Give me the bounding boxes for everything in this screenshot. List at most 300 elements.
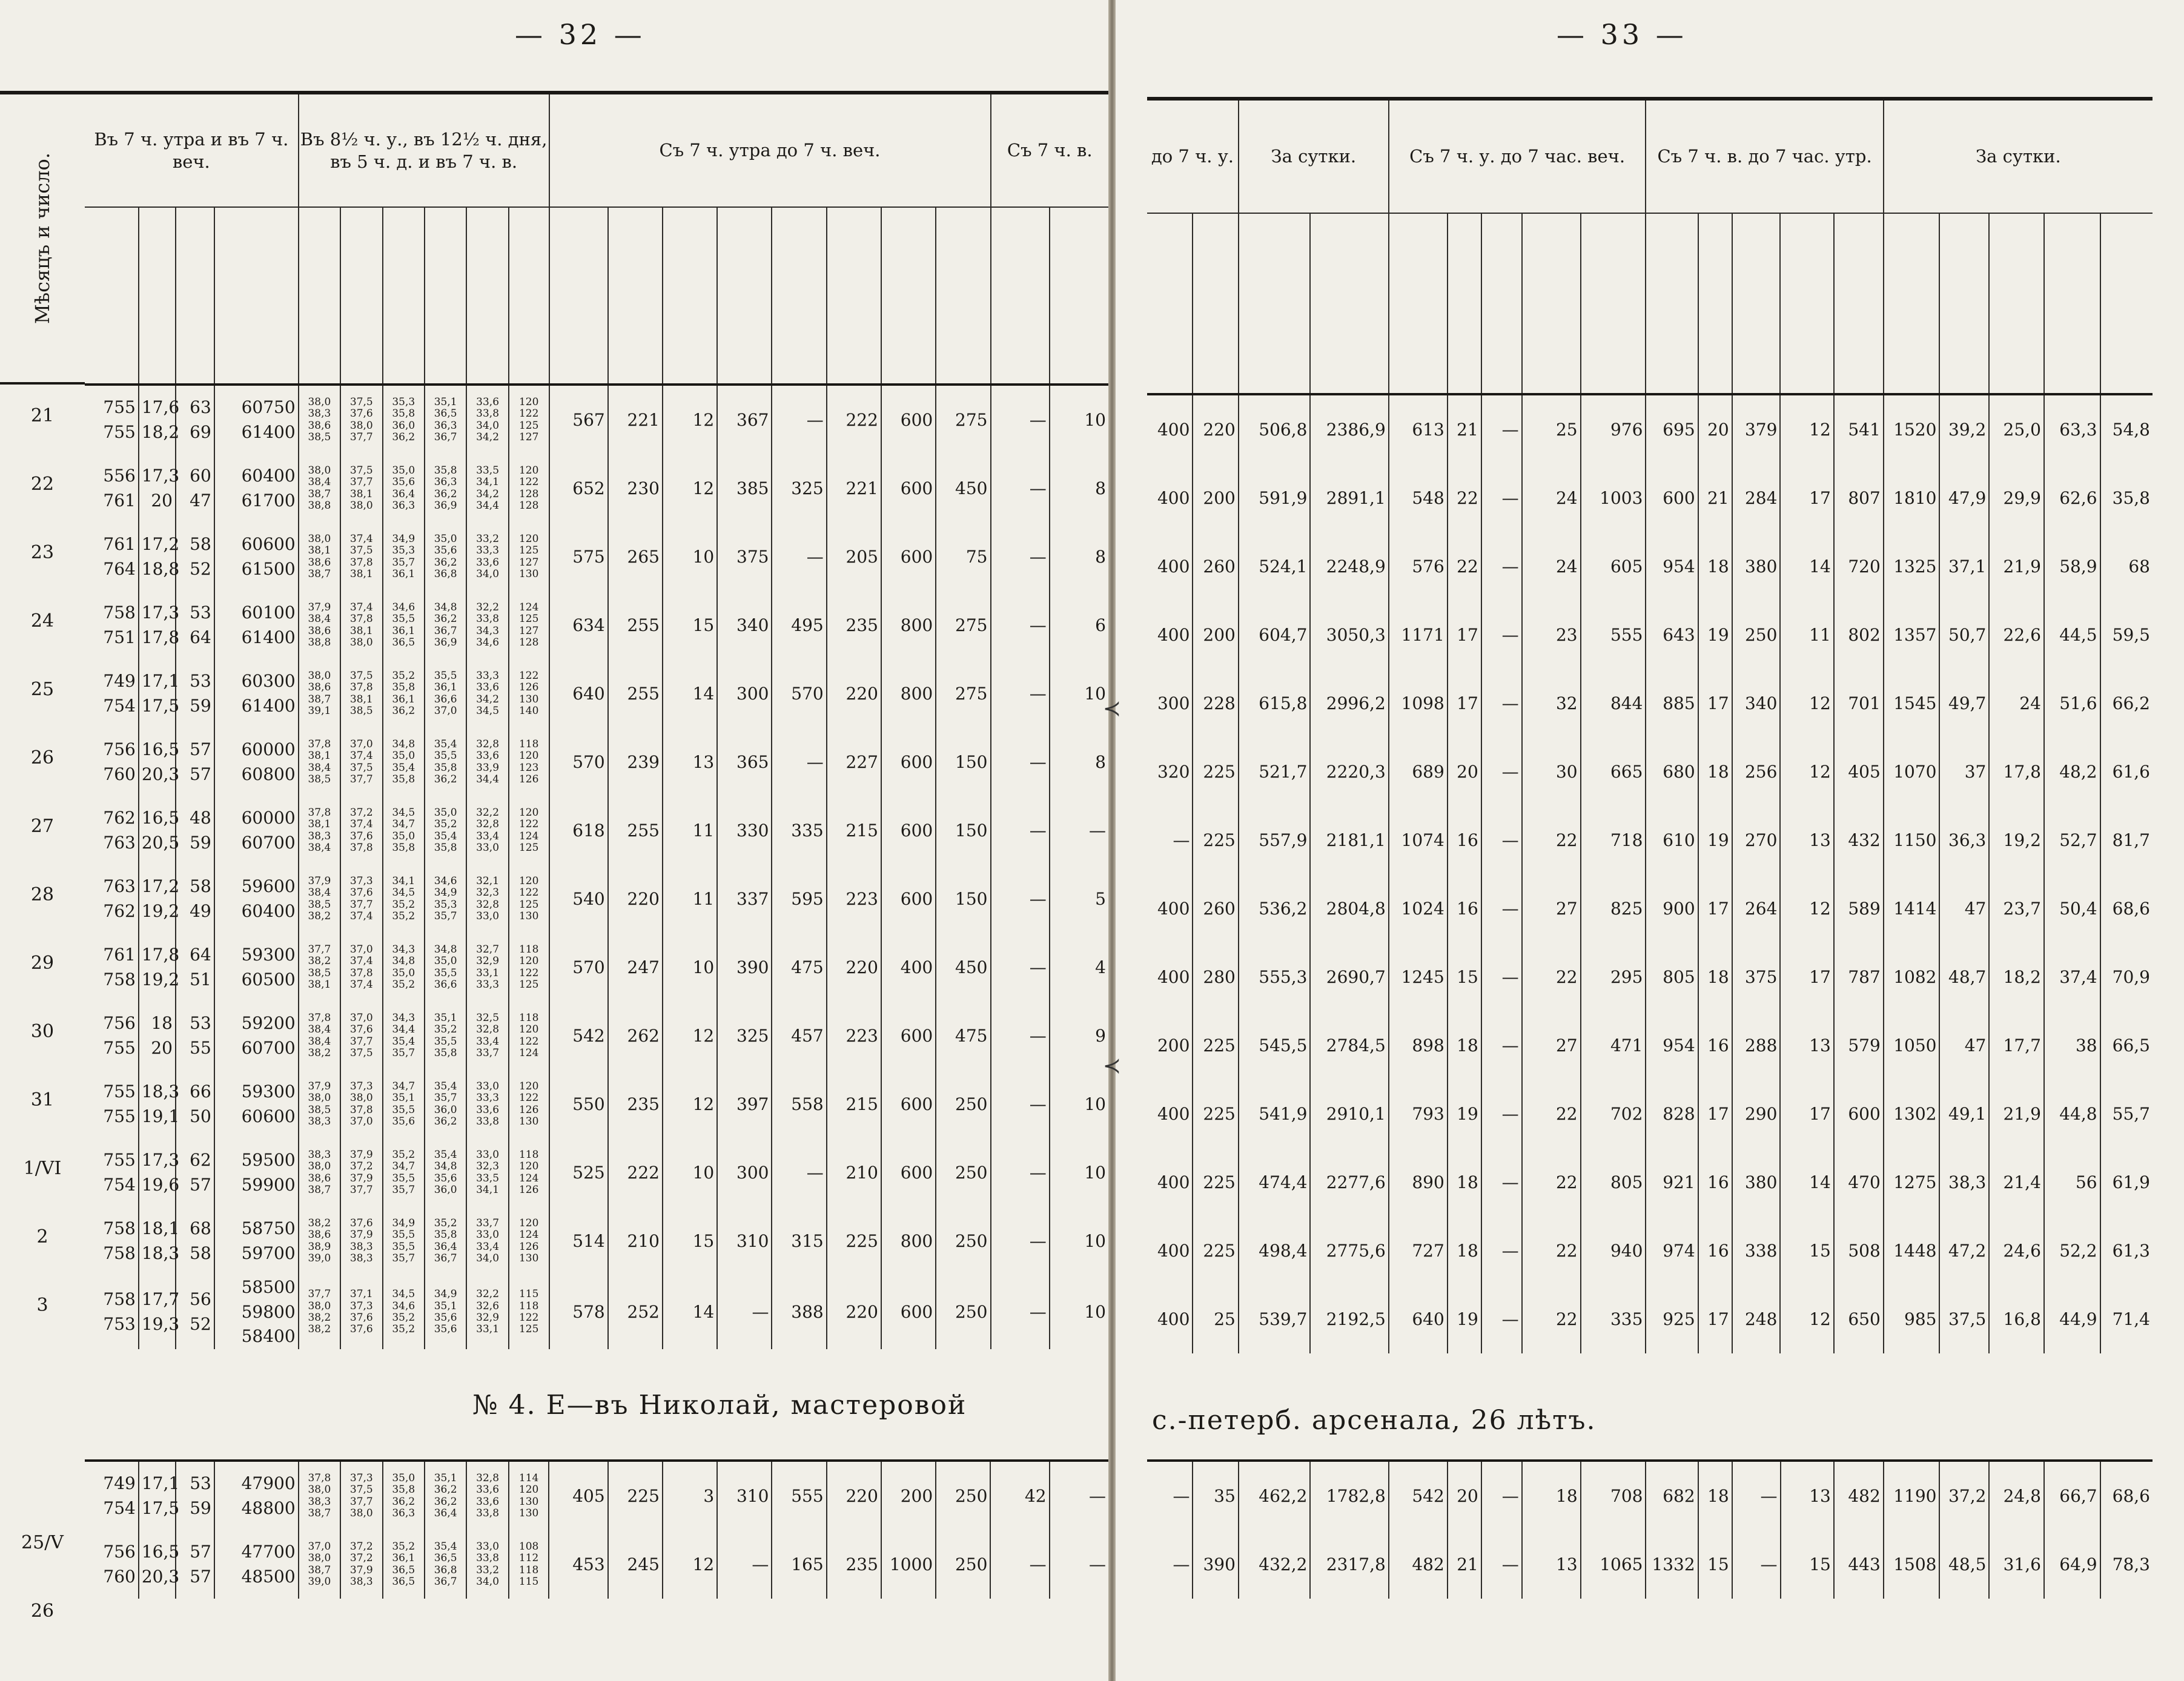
cell: 379 [1732,394,1781,464]
cell-hum: 53 64 [176,591,214,659]
cell-bp: 124 125 127 128 [509,591,549,659]
cell-recto: 37,8 38,1 38,4 38,5 [299,728,340,796]
cell: 615,8 [1239,669,1311,738]
cell: 18 [1448,1148,1481,1217]
column-header [1698,213,1732,394]
table-row [85,796,1108,865]
cell: 66,5 [2100,1011,2153,1080]
cell: 1150 [1884,806,1940,874]
cell-tea: 600 [881,1275,936,1349]
cell: 17 [1698,1080,1732,1148]
cell-bp: 120 122 125 130 [509,865,549,933]
column-header [383,207,425,385]
cell-pect: 34,9 35,5 35,5 35,7 [383,1207,425,1275]
cell: 720 [1834,532,1884,601]
cell: 27 [1522,874,1581,943]
column-header [1050,207,1108,385]
cell-axilla: 37,5 37,6 38,0 37,7 [340,385,382,454]
cell: 35,8 [2100,464,2153,532]
cell-oat: 385 [717,454,772,523]
column-header [1834,213,1884,394]
cell-wt: 59600 60400 [214,865,299,933]
cell: 1003 [1581,464,1646,532]
cell: 2192,5 [1310,1285,1388,1353]
cell-bread2: — [991,1275,1050,1349]
cell-sugar: 3 [663,1461,717,1530]
cell: 64,9 [2044,1530,2100,1599]
cell: 1508 [1884,1530,1940,1599]
cell: 400 [1157,1104,1190,1124]
column-header [176,207,214,385]
cell-bar: 756 755 [103,1012,136,1058]
cell-axilla: 37,5 37,8 38,1 38,5 [340,659,382,728]
cell: 25 [1522,394,1581,464]
table-row [1147,943,2153,1011]
cell-bp: 118 120 122 125 [509,933,549,1002]
cell: 49,1 [1939,1080,1989,1148]
column-header [1481,213,1522,394]
column-header [1389,213,1448,394]
cell-bar: 758 758 [103,1218,136,1263]
cell: 1545 [1884,669,1940,738]
cell-sugar: 12 [663,1070,717,1138]
cell-sugar2: — [1050,1530,1108,1599]
table-row [85,659,1108,728]
table-row [85,591,1108,659]
cell-abd: 35,1 36,2 36,2 36,4 [425,1461,466,1530]
cell: 270 [1732,806,1781,874]
cell-fem: 33,5 34,1 34,2 34,4 [466,454,508,523]
cell: 12 [1780,394,1833,464]
cell-sugar: 10 [663,523,717,591]
cell: 605 [1581,532,1646,601]
cell-soup: 558 [772,1070,826,1138]
cell: 400 [1157,1172,1190,1192]
right-page [1116,0,2184,1681]
cell-recto: 37,8 38,4 38,4 38,2 [299,1002,340,1070]
cell-water: 150 [936,796,990,865]
cell: 16 [1448,874,1481,943]
cell-sugar: 12 [663,1530,717,1599]
cell-meat: 255 [608,591,663,659]
cell-bread2: — [991,385,1050,454]
cell: 482 [1389,1530,1448,1599]
cell-milk: 221 [827,454,881,523]
cell: — [1481,1217,1522,1285]
cell: 24 [1522,532,1581,601]
cell: 22 [1522,943,1581,1011]
cell-hum: 60 47 [176,454,214,523]
cell: 898 [1389,1011,1448,1080]
cell: 11 [1780,601,1833,669]
day-label: 31 [30,1089,55,1111]
cell-milk: 220 [827,1461,881,1530]
cell-tea: 600 [881,454,936,523]
table-row [85,385,1108,454]
column-header [1884,213,1940,394]
cell-sugar2: — [1050,796,1108,865]
cell-sugar2: 10 [1050,385,1108,454]
cell-water: 250 [936,1461,990,1530]
cell-pect: 35,0 35,8 36,2 36,3 [383,1461,425,1530]
cell-tea: 600 [881,865,936,933]
cell: 18,2 [1989,943,2044,1011]
column-header [549,207,608,385]
cell: 900 [1646,874,1698,943]
cell: 12 [1780,1285,1833,1353]
cell-milk: 210 [827,1138,881,1207]
cell: 2690,7 [1310,943,1388,1011]
cell: 2784,5 [1310,1011,1388,1080]
cell-sugar2: — [1050,1461,1108,1530]
cell: 390 [1193,1530,1238,1599]
cell-hum: 53 55 [176,1002,214,1070]
cell-axilla: 37,6 37,9 38,3 38,3 [340,1207,382,1275]
table-row [1147,1080,2153,1148]
cell: 18 [1448,1011,1481,1080]
cell: 1082 [1884,943,1940,1011]
cell: 1070 [1884,738,1940,806]
cell: 300 [1157,693,1190,713]
cell: 200 [1157,1035,1190,1055]
cell-bread2: — [991,796,1050,865]
cell-temp: 17,1 17,5 [139,659,176,728]
group-header-evening-intake: Съ 7 ч. в. [991,93,1109,207]
cell: 2386,9 [1310,394,1388,464]
column-header [663,207,717,385]
cell: 21 [1448,1530,1481,1599]
cell-fem: 33,2 33,3 33,6 34,0 [466,523,508,591]
cell: 22 [1522,1080,1581,1148]
cell-abd: 35,8 36,3 36,2 36,9 [425,454,466,523]
cell-bp: 114 120 130 130 [509,1461,549,1530]
cell: 16,8 [1989,1285,2044,1353]
cell: — [1732,1530,1781,1599]
cell: 825 [1581,874,1646,943]
cell-abd: 34,9 35,1 35,6 35,6 [425,1275,466,1349]
cell-wt: 60000 60800 [214,728,299,796]
cell-soup: — [772,523,826,591]
cell: 610 [1646,806,1698,874]
cell: — [1481,738,1522,806]
cell: 30 [1522,738,1581,806]
cell-abd: 35,4 35,5 35,8 36,2 [425,728,466,796]
cell: 400 [1157,420,1190,440]
cell-sugar2: 8 [1050,523,1108,591]
cell-bp: 120 122 128 128 [509,454,549,523]
cell-fem: 32,5 32,8 33,4 33,7 [466,1002,508,1070]
cell-hum: 58 52 [176,523,214,591]
cell-temp: 17,6 18,2 [139,385,176,454]
cell-hum: 56 52 [176,1275,214,1349]
cell-bread2: — [991,659,1050,728]
cell-bar: 755 754 [103,1149,136,1195]
cell-abd: 35,4 35,7 36,0 36,2 [425,1070,466,1138]
cell: 21,9 [1989,1080,2044,1148]
day-label: 28 [30,884,55,905]
cell-sugar2: 10 [1050,1207,1108,1275]
cell: 68 [2100,532,2153,601]
cell-temp: 17,3 19,6 [139,1138,176,1207]
table-row [1147,1285,2153,1353]
cell-temp: 17,1 17,5 [139,1461,176,1530]
cell-soup: — [772,728,826,796]
cell-water: 250 [936,1530,990,1599]
cell-bar: 756 760 [103,1541,136,1587]
cell: 20 [1448,738,1481,806]
cell: — [1481,669,1522,738]
cell: 14 [1780,1148,1833,1217]
cell-abd: 35,4 36,5 36,8 36,7 [425,1530,466,1599]
cell-pect: 35,2 35,8 36,1 36,2 [383,659,425,728]
cell: 63,3 [2044,394,2100,464]
cell: 17,8 [1989,738,2044,806]
cell-axilla: 37,2 37,2 37,9 38,3 [340,1530,382,1599]
cell-water: 275 [936,659,990,728]
cell: 50,7 [1939,601,1989,669]
cell: 70,9 [2100,943,2153,1011]
cell: 22 [1522,806,1581,874]
cell-oat: 340 [717,591,772,659]
cell: 718 [1581,806,1646,874]
cell: 16 [1448,806,1481,874]
cell-bread: 618 [549,796,608,865]
cell: 665 [1581,738,1646,806]
cell: 52,2 [2044,1217,2100,1285]
cell-abd: 35,5 36,1 36,6 37,0 [425,659,466,728]
day-label: 27 [30,816,55,837]
cell-meat: 239 [608,728,663,796]
table-row [1147,874,2153,943]
cell: 335 [1581,1285,1646,1353]
cell-tea: 800 [881,591,936,659]
cell-temp: 17,8 19,2 [139,933,176,1002]
day-label: 30 [30,1021,55,1042]
cell: 18 [1522,1461,1581,1530]
cell-milk: 220 [827,933,881,1002]
cell: 805 [1646,943,1698,1011]
cell: 248 [1732,1285,1781,1353]
table-row [85,1275,1108,1349]
table-row [1147,1217,2153,1285]
cell: 260 [1193,532,1238,601]
cell: 19 [1448,1285,1481,1353]
binding-thread-mark: ≺ [1102,1054,1122,1078]
cell-soup: 457 [772,1002,826,1070]
cell: 521,7 [1239,738,1311,806]
cell-soup: 475 [772,933,826,1002]
cell: 15 [1780,1217,1833,1285]
cell-recto: 37,0 38,0 38,7 39,0 [299,1530,340,1599]
cell: 44,5 [2044,601,2100,669]
column-header [1448,213,1481,394]
cell-bar: 556 761 [103,465,136,510]
cell: 52,7 [2044,806,2100,874]
cell-tea: 600 [881,1138,936,1207]
column-header [608,207,663,385]
cell-recto: 38,0 38,4 38,7 38,8 [299,454,340,523]
cell-water: 275 [936,385,990,454]
cell-bread: 575 [549,523,608,591]
cell: 19 [1698,806,1732,874]
cell-bp: 120 122 124 125 [509,796,549,865]
group-header-temperatures: Въ 8½ ч. у., въ 12½ ч. дня, въ 5 ч. д. и въ 7 ч. в. [299,93,549,207]
cell-bar: 761 758 [103,944,136,989]
cell-sugar: 11 [663,796,717,865]
cell: 250 [1732,601,1781,669]
column-header [936,207,990,385]
cell-abd: 35,0 35,6 36,2 36,8 [425,523,466,591]
cell: 13 [1780,1011,1833,1080]
cell: 375 [1732,943,1781,1011]
cell: 22 [1522,1148,1581,1217]
day-label: 26 [30,1600,55,1622]
cell: 921 [1646,1148,1698,1217]
cell-water: 250 [936,1275,990,1349]
cell: 338 [1732,1217,1781,1285]
cell-sugar2: 6 [1050,591,1108,659]
cell-fem: 32,8 33,6 33,9 34,4 [466,728,508,796]
cell-soup: — [772,385,826,454]
cell: 228 [1193,669,1238,738]
cell-tea: 800 [881,1207,936,1275]
cell: 555,3 [1239,943,1311,1011]
cell-oat: 300 [717,1138,772,1207]
cell-water: 250 [936,1138,990,1207]
table-row [85,1461,1108,1530]
cell-oat: 330 [717,796,772,865]
cell-tea: 400 [881,933,936,1002]
cell-oat: 367 [717,385,772,454]
book-gutter [1108,0,1116,1681]
table-row [85,454,1108,523]
group-header-weather: Въ 7 ч. утра и въ 7 ч. веч. [85,93,299,207]
cell-sugar2: 4 [1050,933,1108,1002]
cell: 405 [1834,738,1884,806]
cell-hum: 63 69 [176,385,214,454]
cell-pect: 34,7 35,1 35,5 35,6 [383,1070,425,1138]
cell-recto: 37,9 38,4 38,6 38,8 [299,591,340,659]
cell-hum: 66 50 [176,1070,214,1138]
cell: 1245 [1389,943,1448,1011]
cell: 2804,8 [1310,874,1388,943]
cell: 290 [1732,1080,1781,1148]
cell: 13 [1780,806,1833,874]
cell-temp: 17,7 19,3 [139,1275,176,1349]
cell: 18 [1448,1217,1481,1285]
cell-bp: 120 122 126 130 [509,1070,549,1138]
cell-meat: 222 [608,1138,663,1207]
cell: 17 [1448,601,1481,669]
cell: 54,8 [2100,394,2153,464]
cell-soup: 595 [772,865,826,933]
cell-oat: 337 [717,865,772,933]
cell: 260 [1193,874,1238,943]
cell-hum: 53 59 [176,1461,214,1530]
day-label: 2 [36,1226,48,1247]
cell: 56 [2044,1148,2100,1217]
cell-axilla: 37,9 37,2 37,9 37,7 [340,1138,382,1207]
column-header [1193,213,1238,394]
cell-soup: 165 [772,1530,826,1599]
cell-oat: 310 [717,1461,772,1530]
table-row [1147,394,2153,464]
cell: 27 [1522,1011,1581,1080]
cell-temp: 17,3 17,8 [139,591,176,659]
cell: — [1481,943,1522,1011]
column-header [991,207,1050,385]
cell: 3050,3 [1310,601,1388,669]
cell-sugar: 12 [663,1002,717,1070]
cell: 702 [1581,1080,1646,1148]
table-row [85,1002,1108,1070]
cell: 21 [1448,394,1481,464]
column-header [1239,213,1311,394]
cell: 19 [1698,601,1732,669]
cell: 68,6 [2100,874,2153,943]
cell: 23 [1522,601,1581,669]
cell: 643 [1646,601,1698,669]
column-header [1147,213,1193,394]
cell-abd: 35,0 35,2 35,4 35,8 [425,796,466,865]
cell: 604,7 [1239,601,1311,669]
cell-abd: 34,6 34,9 35,3 35,7 [425,865,466,933]
cell-water: 450 [936,454,990,523]
cell-pect: 34,8 35,0 35,4 35,8 [383,728,425,796]
cell-bread: 540 [549,865,608,933]
cell: 47,2 [1939,1217,1989,1285]
cell-meat: 210 [608,1207,663,1275]
cell: 471 [1581,1011,1646,1080]
cell-wt: 59300 60600 [214,1070,299,1138]
cell-sugar2: 10 [1050,1138,1108,1207]
cell-milk: 223 [827,865,881,933]
cell-pect: 35,2 34,7 35,5 35,7 [383,1138,425,1207]
cell: 1302 [1884,1080,1940,1148]
cell-sugar: 15 [663,591,717,659]
cell-meat: 235 [608,1070,663,1138]
cell: — [1481,1080,1522,1148]
cell: 25,0 [1989,394,2044,464]
cell-wt: 47700 48500 [214,1530,299,1599]
cell-axilla: 37,2 37,4 37,6 37,8 [340,796,382,865]
cell-recto: 37,8 38,1 38,3 38,4 [299,796,340,865]
cell-temp: 18 20 [139,1002,176,1070]
cell: 47 [1939,1011,1989,1080]
cell: 954 [1646,1011,1698,1080]
cell-temp: 17,3 20 [139,454,176,523]
cell: 576 [1389,532,1448,601]
cell-fem: 32,8 33,6 33,6 33,8 [466,1461,508,1530]
cell: 12 [1780,874,1833,943]
cell-oat: 375 [717,523,772,591]
cell-soup: 495 [772,591,826,659]
left-ledger-table [85,91,1108,1349]
cell: — [1481,1530,1522,1599]
cell-bread2: — [991,591,1050,659]
cell-recto: 37,8 38,0 38,3 38,7 [299,1461,340,1530]
column-header [1989,213,2044,394]
cell-bread2: — [991,454,1050,523]
cell: 225 [1193,1217,1238,1285]
cell-tea: 200 [881,1461,936,1530]
subject-day-column [0,1508,85,1645]
cell: 25 [1193,1285,1238,1353]
cell: 1448 [1884,1217,1940,1285]
cell: 974 [1646,1217,1698,1285]
cell: 48,2 [2044,738,2100,806]
cell-axilla: 37,3 38,0 37,8 37,0 [340,1070,382,1138]
